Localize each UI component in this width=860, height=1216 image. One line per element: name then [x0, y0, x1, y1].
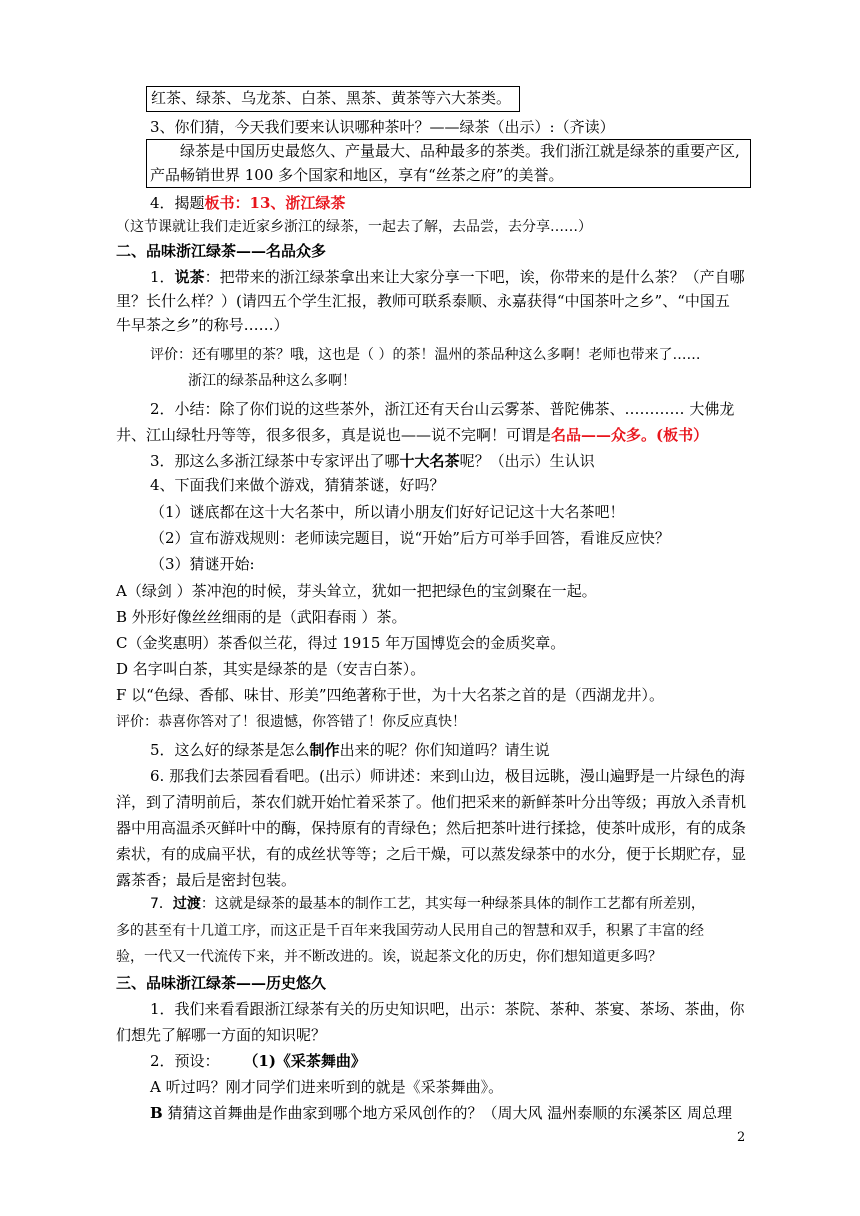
how-made [150, 739, 550, 761]
top-ten-teas [150, 450, 595, 472]
green-tea-desc-l2: 产品畅销世界 100 多个国家和地区，享有“丝茶之府”的美誉。 [150, 166, 564, 184]
game-intro: 4、下面我们来做个游戏，猜猜茶谜，好吗？ [150, 476, 445, 494]
preset-label: 2．预设： [150, 1052, 220, 1070]
transition-pre: 7． [150, 896, 173, 912]
riddle-a: A（绿剑 ）茶冲泡的时候，芽头耸立，犹如一把把绿色的宝剑聚在一起。 [116, 582, 597, 600]
lesson-note: （这节课就让我们走近家乡浙江的绿茶，一起去了解，去品尝，去分享……） [116, 219, 592, 235]
board-title: 板书：13、浙江绿茶 [204, 194, 346, 212]
evaluation-2: 评价：恭喜你答对了！很遗憾，你答错了！你反应真快！ [116, 714, 466, 730]
tea-garden-l5: 露茶香；最后是密封包装。 [116, 871, 297, 889]
board-note-famous: 名品——众多。(板书） [551, 426, 709, 444]
tea-dance-b-text: 猜猜这首舞曲是作曲家到哪个地方采风创作的？（周大风 温州泰顺的东溪茶区 周总理 [162, 1104, 732, 1122]
item-number: 1． [150, 268, 175, 286]
transition-label: 过渡 [172, 896, 201, 912]
game-step-3: （3）猜谜开始: [150, 555, 255, 573]
six-tea-categories: 红茶、绿茶、乌龙茶、白茶、黑茶、黄茶等六大茶类。 [151, 89, 512, 107]
section-3-heading: 三、品味浙江绿茶——历史悠久 [116, 974, 327, 992]
say-tea-text: ：把带来的浙江绿茶拿出来让大家分享一下吧，诶，你带来的是什么茶？（产自哪 [204, 268, 745, 286]
riddle-b: B 外形好像丝丝细雨的是（武阳春雨 ）茶。 [116, 608, 407, 626]
say-tea-l1 [150, 266, 745, 288]
transition-text: ：这就是绿茶的最基本的制作工艺，其实每一种绿茶具体的制作工艺都有所差别， [200, 896, 705, 912]
top-ten-pre: 3．那这么多浙江绿茶中专家评出了哪 [150, 452, 400, 470]
game-step-1: （1）谜底都在这十大名茶中，所以请小朋友们好好记记这十大名茶吧！ [150, 503, 625, 521]
section-2-heading: 二、品味浙江绿茶——名品众多 [116, 242, 327, 260]
evaluation-1-l2: 浙江的绿茶品种这么多啊！ [188, 373, 356, 389]
transition-l3: 验，一代又一代流传下来，并不断改进的。诶，说起茶文化的历史，你们想知道更多吗？ [116, 949, 662, 965]
preset [150, 1050, 366, 1072]
how-made-post: 出来的呢？你们知道吗？请生说 [339, 741, 550, 759]
transition-l2: 多的甚至有十几道工序，而这正是千百年来我国劳动人民用自己的智慧和双手，积累了丰富的经 [116, 923, 704, 939]
riddle-c: C（金奖惠明）茶香似兰花，得过 1915 年万国博览会的金质奖章。 [116, 634, 566, 652]
say-tea-l3: 牛早茶之乡”的称号……） [116, 316, 289, 334]
top-ten-label: 十大名茶 [399, 452, 460, 470]
reveal-title [150, 192, 345, 214]
tea-garden-l2: 洋，到了清明前后，茶农们就开始忙着采茶了。他们把采来的新鲜茶叶分出等级；再放入杀青机 [116, 793, 747, 811]
top-ten-post: 呢？（出示）生认识 [459, 452, 595, 470]
reveal-prefix: 4．揭题 [150, 194, 205, 212]
tea-dance-b-letter: B [150, 1104, 163, 1122]
summary-l2 [116, 424, 708, 446]
tea-dance-a: A 听过吗？刚才同学们进来听到的就是《采茶舞曲》。 [150, 1078, 504, 1096]
say-tea-label: 说茶 [174, 268, 205, 286]
how-made-pre: 5．这么好的绿茶是怎么 [150, 741, 310, 759]
game-step-2: （2）宣布游戏规则：老师读完题目，说“开始”后方可举手回答，看谁反应快？ [150, 529, 670, 547]
tea-garden-l3: 器中用高温杀灭鲜叶中的酶，保持原有的青绿色；然后把茶叶进行揉捻，使茶叶成形，有的成条 [116, 819, 747, 837]
summary-l1: 2．小结：除了你们说的这些茶外，浙江还有天台山云雾茶、普陀佛茶、………… 大佛龙 [150, 400, 735, 418]
tea-dance-title: （1)《采茶舞曲》 [243, 1052, 366, 1070]
riddle-d: D 名字叫白茶，其实是绿茶的是（安吉白茶）。 [116, 660, 426, 678]
history-l1: 1．我们来看看跟浙江绿茶有关的历史知识吧，出示：茶院、茶种、茶宴、茶场、茶曲，你 [150, 1000, 745, 1018]
summary-text: 井、江山绿牡丹等等，很多很多，真是说也——说不完啊！可谓是 [116, 426, 552, 444]
question-3: 3、你们猜，今天我们要来认识哪种茶叶？——绿茶（出示）:（齐读） [150, 118, 615, 136]
tea-dance-b [150, 1102, 732, 1124]
tea-garden-l4: 索状，有的成扁平状，有的成丝状等等；之后干燥，可以蒸发绿茶中的水分，便于长期贮存，显 [116, 845, 747, 863]
page-number: 2 [737, 1130, 746, 1145]
evaluation-1-l1: 评价：还有哪里的茶？哦，这也是（ ）的茶！温州的茶品种这么多啊！老师也带来了…… [150, 347, 701, 363]
transition-l1 [150, 893, 705, 915]
how-made-label: 制作 [309, 741, 340, 759]
tea-garden-l1: 6. 那我们去茶园看看吧。(出示）师讲述：来到山边，极目远眺，漫山遍野是一片绿色的海 [150, 767, 745, 785]
say-tea-l2: 里？长什么样？）(请四五个学生汇报，教师可联系泰顺、永嘉获得“中国茶叶之乡”、“中国五 [116, 292, 730, 310]
green-tea-desc-l1: 绿茶是中国历史最悠久、产量最大、品种最多的茶类。我们浙江就是绿茶的重要产区, [180, 142, 740, 160]
history-l2: 们想先了解哪一方面的知识呢？ [116, 1026, 327, 1044]
riddle-f: F 以“色绿、香郁、味甘、形美”四绝著称于世，为十大名茶之首的是（西湖龙井）。 [116, 686, 665, 704]
